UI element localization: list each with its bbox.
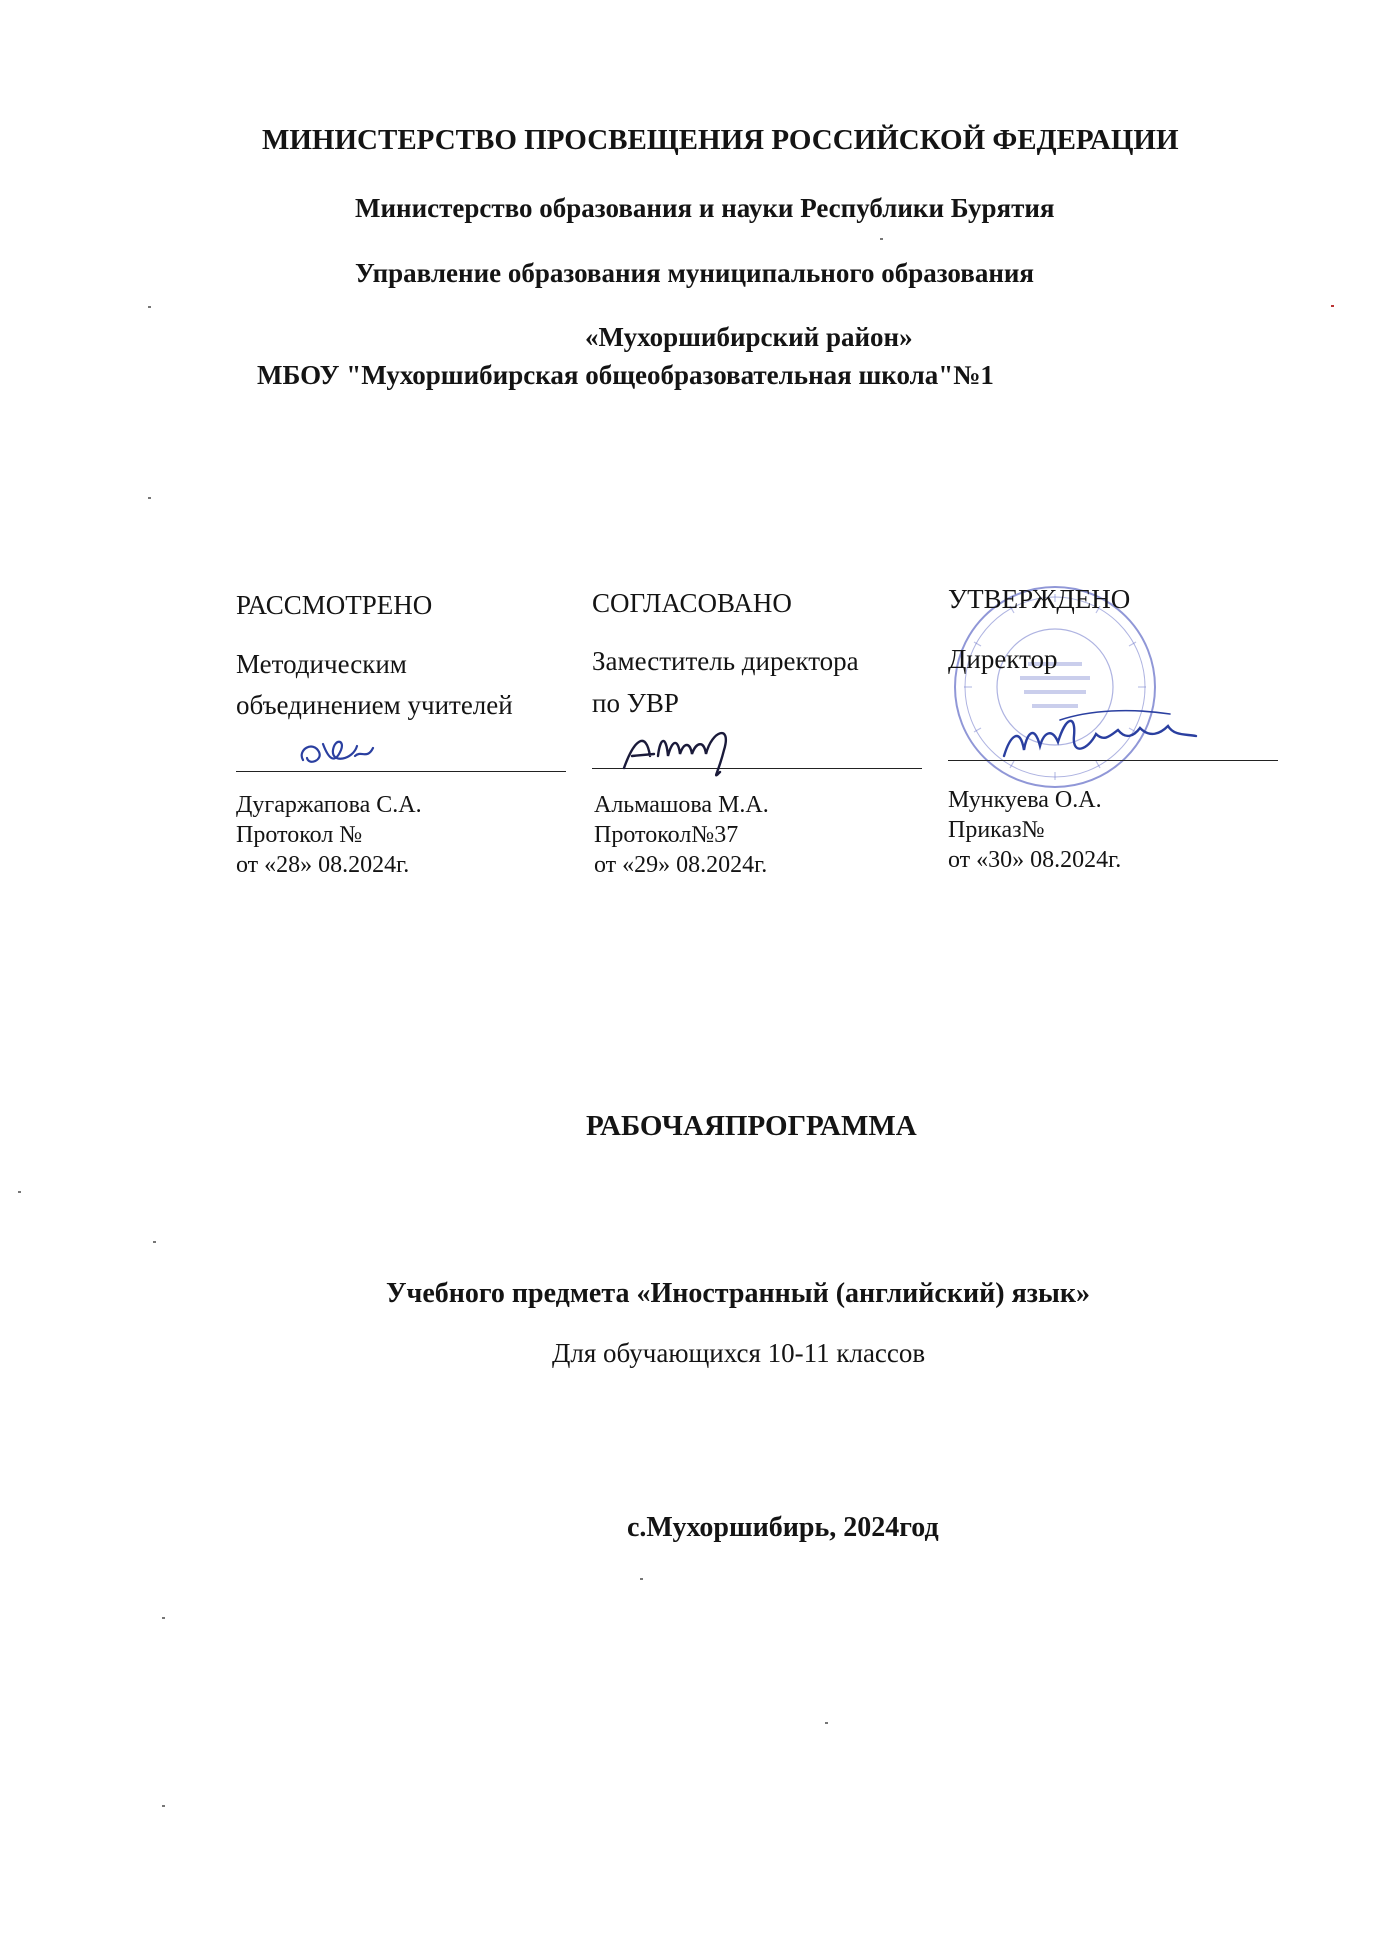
- scan-speck: [1331, 305, 1334, 307]
- approval-status: СОГЛАСОВАНО: [592, 588, 792, 618]
- approval-name: Дугаржапова С.А.: [236, 792, 422, 818]
- ministry-heading: МИНИСТЕРСТВО ПРОСВЕЩЕНИЯ РОССИЙСКОЙ ФЕДЕРАЦИИ: [262, 124, 1179, 156]
- approval-doc: Протокол№37: [594, 822, 739, 848]
- document-title: РАБОЧАЯПРОГРАММА: [586, 1110, 917, 1142]
- approval-name: Альмашова М.А.: [594, 792, 769, 818]
- approval-date: от «29» 08.2024г.: [594, 852, 768, 878]
- approval-body-line2: по УВР: [592, 688, 679, 718]
- approval-status: УТВЕРЖДЕНО: [948, 584, 1131, 614]
- department: Управление образования муниципального образования: [355, 258, 1035, 288]
- place-year: с.Мухоршибирь, 2024год: [627, 1512, 939, 1543]
- audience-line: Для обучающихся 10-11 классов: [552, 1338, 926, 1368]
- scan-speck: [825, 1722, 828, 1724]
- approval-doc: Протокол №: [236, 822, 363, 848]
- approval-body-line1: Директор: [948, 644, 1058, 674]
- signature-image: [295, 730, 375, 775]
- signature-image: [1000, 706, 1200, 776]
- regional-ministry: Министерство образования и науки Республики Бурятия: [355, 193, 1055, 223]
- scan-speck: [148, 497, 151, 499]
- signature-line: [236, 771, 566, 772]
- approval-body-line1: Методическим: [236, 649, 407, 679]
- scan-speck: [640, 1578, 643, 1580]
- approval-status: РАССМОТРЕНО: [236, 590, 433, 620]
- approval-date: от «28» 08.2024г.: [236, 852, 410, 878]
- approval-date: от «30» 08.2024г.: [948, 847, 1122, 873]
- scan-speck: [880, 238, 883, 240]
- scan-speck: [148, 306, 151, 308]
- approval-name: Мункуева О.А.: [948, 787, 1102, 813]
- district: «Мухоршибирский район»: [585, 322, 913, 352]
- school-name: МБОУ "Мухоршибирская общеобразовательная школа"№1: [257, 360, 994, 390]
- signature-image: [620, 720, 750, 780]
- approval-body-line1: Заместитель директора: [592, 646, 859, 676]
- approval-body-line2: объединением учителей: [236, 690, 513, 720]
- approval-doc: Приказ№: [948, 817, 1045, 843]
- scan-speck: [153, 1241, 156, 1243]
- scan-speck: [162, 1617, 165, 1619]
- scan-speck: [162, 1805, 165, 1807]
- scan-speck: [18, 1191, 21, 1193]
- subject-line: Учебного предмета «Иностранный (английский) язык»: [386, 1278, 1090, 1309]
